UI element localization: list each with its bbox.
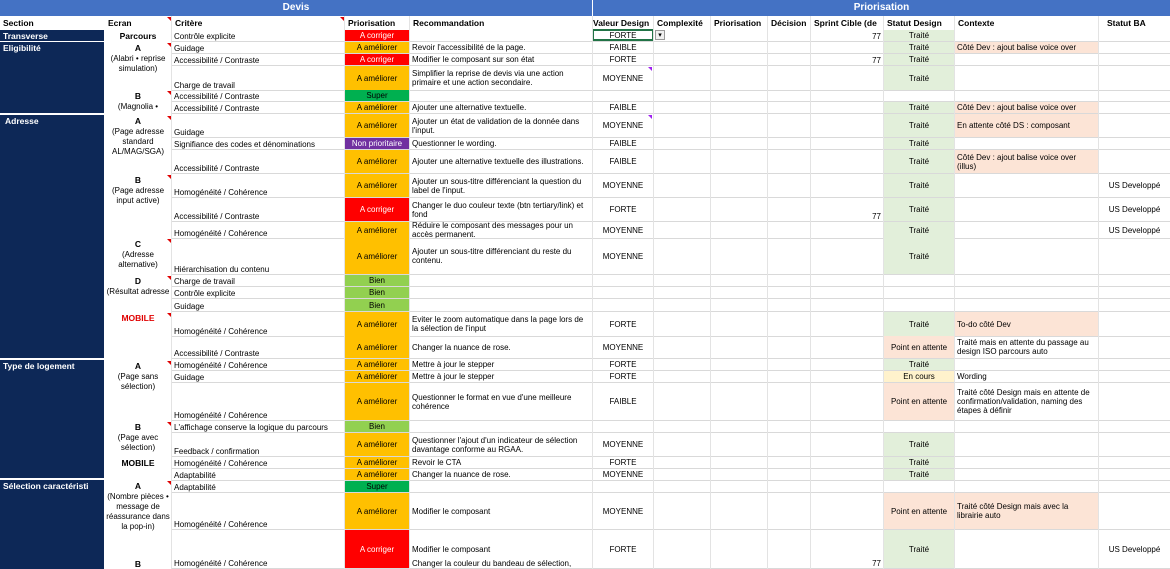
valeur-design-cell[interactable]: FORTE — [609, 544, 637, 554]
critere-cell[interactable]: Contrôle explicite — [174, 289, 236, 298]
valeur-design-cell[interactable]: FAIBLE — [609, 103, 637, 112]
priorisation-cell[interactable]: A corriger — [345, 530, 409, 568]
critere-cell[interactable]: Charge de travail — [174, 277, 235, 286]
priorisation-cell[interactable]: Bien — [345, 299, 409, 311]
valeur-design-cell[interactable]: MOYENNE — [602, 251, 644, 261]
comment-flag-icon[interactable] — [167, 175, 171, 179]
recommandation-cell[interactable]: Ajouter une alternative textuelle. — [412, 103, 527, 112]
screen-subtitle: (Page adresse standard AL/MAG/SGA) — [111, 127, 165, 156]
comment-flag-icon[interactable] — [167, 481, 171, 485]
statut-design-cell[interactable]: Point en attente — [884, 336, 954, 358]
statut-design-cell[interactable]: En cours — [884, 371, 954, 382]
critere-cell[interactable]: Homogénéité / Cohérence — [174, 520, 268, 529]
chevron-down-icon[interactable]: ▾ — [655, 30, 665, 40]
valeur-design-cell[interactable]: FORTE — [609, 372, 637, 381]
priorisation-cell[interactable]: Bien — [345, 287, 409, 298]
critere-cell[interactable]: Accessibilité / Contraste — [174, 104, 260, 113]
screen-logement-mobile[interactable] — [105, 457, 171, 477]
priorisation-cell[interactable]: A améliorer — [345, 222, 409, 238]
screen-subtitle: (Résultat adresse — [106, 287, 170, 296]
statut-ba-cell[interactable]: US Developpé — [1108, 225, 1161, 235]
critere-cell[interactable]: Homogénéité / Cohérence — [174, 411, 268, 420]
header-valeur-design[interactable]: Valeur Design — [593, 18, 650, 28]
header-contexte[interactable]: Contexte — [958, 18, 995, 28]
valeur-design-cell[interactable]: MOYENNE — [602, 506, 644, 516]
contexte-cell[interactable]: Traité mais en attente du passage au design ISO parcours auto — [957, 338, 1089, 356]
statut-design-cell[interactable]: Traité — [884, 359, 954, 370]
priorisation-cell[interactable]: A corriger — [345, 198, 409, 221]
recommandation-cell[interactable]: Revoir le CTA — [412, 458, 462, 467]
priorisation-cell[interactable]: A améliorer — [345, 238, 409, 274]
comment-flag-icon[interactable] — [167, 17, 171, 21]
valeur-design-cell[interactable]: FORTE — [609, 31, 637, 40]
recommandation-cell[interactable]: Simplifier la reprise de devis via une action primaire et une action secondaire. — [412, 69, 564, 87]
header-recommandation[interactable]: Recommandation — [413, 18, 485, 28]
comment-flag-icon[interactable] — [648, 67, 652, 71]
screen-title: A — [134, 43, 142, 53]
comment-flag-icon[interactable] — [340, 17, 344, 21]
screen-title: B — [134, 175, 142, 185]
recommandation-cell[interactable]: Modifier le composant — [412, 506, 491, 516]
statut-ba-cell[interactable]: US Developpé — [1108, 181, 1161, 190]
comment-flag-icon[interactable] — [167, 313, 171, 317]
statut-ba-cell[interactable]: US Developpé — [1108, 544, 1161, 554]
statut-design-cell[interactable]: Traité — [884, 174, 954, 197]
valeur-design-cell[interactable]: FORTE — [609, 458, 637, 467]
screen-caracteristiques-a[interactable] — [105, 480, 171, 558]
critere-cell[interactable]: Guidage — [174, 44, 205, 53]
critere-cell[interactable]: Homogénéité / Cohérence — [174, 459, 268, 468]
priorisation-cell[interactable]: A améliorer — [345, 312, 409, 336]
recommandation-cell[interactable]: Questionner l'ajout d'un indicateur de sélection davantage conforme au RGAA. — [412, 435, 578, 454]
statut-design-cell[interactable]: Traité — [884, 457, 954, 468]
critere-cell[interactable]: Homogénéité / Cohérence — [174, 229, 268, 238]
statut-design-cell[interactable]: Traité — [884, 469, 954, 480]
screen-title: B — [134, 91, 142, 101]
priorisation-cell[interactable]: A améliorer — [345, 359, 409, 370]
critere-cell[interactable]: Signifiance des codes et dénominations — [174, 140, 315, 149]
screen-subtitle: (Page adresse input active) — [111, 186, 165, 205]
valeur-design-cell[interactable]: FORTE — [609, 360, 637, 369]
critere-cell[interactable]: Guidage — [174, 373, 205, 382]
recommandation-cell[interactable]: Revoir l'accessibilité de la page. — [412, 43, 526, 52]
contexte-cell[interactable]: Traité côté Design mais avec la librairie auto — [955, 493, 1098, 529]
recommandation-cell[interactable]: Questionner le format en vue d'une meilleure cohérence — [412, 392, 572, 411]
valeur-design-cell[interactable]: MOYENNE — [602, 73, 644, 83]
section-transverse[interactable]: Transverse — [0, 30, 104, 41]
contexte-cell[interactable]: Wording — [957, 372, 987, 381]
comment-flag-icon[interactable] — [167, 91, 171, 95]
critere-cell[interactable]: Contrôle explicite — [174, 32, 236, 41]
screen-subtitle: (Nombre pièces • message de réassurance dans la pop-in) — [106, 492, 170, 531]
priorisation-cell[interactable]: A améliorer — [345, 433, 409, 456]
valeur-design-cell[interactable]: MOYENNE — [602, 440, 644, 449]
priorisation-cell[interactable]: A améliorer — [345, 493, 409, 529]
statut-design-cell[interactable]: Traité — [884, 198, 954, 221]
sprint-cible-cell[interactable]: 77 — [872, 56, 881, 65]
recommandation-cell[interactable]: Modifier le composant — [412, 544, 491, 554]
recommandation-cell[interactable]: Ajouter une alternative textuelle des illustrations. — [412, 157, 584, 166]
statut-design-cell[interactable]: Traité — [884, 42, 954, 53]
screen-eligibilite-b[interactable] — [105, 90, 171, 114]
screen-subtitle: (Page sans sélection) — [117, 372, 159, 391]
recommandation-cell[interactable]: Mettre à jour le stepper — [412, 360, 495, 369]
header-complexite[interactable]: Complexité — [657, 18, 703, 28]
sprint-cible-cell[interactable]: 77 — [872, 32, 881, 41]
priorisation-cell[interactable]: A améliorer — [345, 336, 409, 358]
priorisation-cell[interactable]: Non prioritaire — [345, 138, 409, 149]
screen-adresse-d[interactable] — [105, 275, 171, 311]
critere-cell[interactable]: Accessibilité / Contraste — [174, 212, 260, 221]
contexte-cell[interactable]: Côté Dev : ajout balise voice over (illus) — [955, 150, 1098, 173]
comment-flag-icon[interactable] — [167, 422, 171, 426]
section-selection-caracteristiques[interactable]: Sélection caractéristi — [0, 480, 104, 569]
valeur-design-cell[interactable]: FAIBLE — [609, 397, 637, 406]
section-adresse[interactable]: Adresse — [0, 115, 104, 358]
critere-cell[interactable] — [172, 558, 344, 569]
screen-title: D — [134, 276, 142, 286]
valeur-design-cell[interactable]: MOYENNE — [602, 225, 644, 235]
contexte-cell[interactable]: En attente côté DS : composant — [955, 114, 1098, 137]
critere-cell[interactable]: Adaptabilité — [174, 483, 216, 492]
priorisation-cell[interactable]: Super — [345, 481, 409, 492]
header-section[interactable]: Section — [3, 18, 34, 28]
recommandation-cell[interactable]: Ajouter un sous-titre différenciant du reste du contenu. — [412, 247, 572, 265]
statut-ba-cell[interactable]: US Developpé — [1108, 205, 1161, 214]
header-priorisation-2[interactable]: Priorisation — [714, 18, 762, 28]
screen-adresse-b[interactable] — [105, 174, 171, 237]
statut-design-cell[interactable]: Traité — [884, 312, 954, 336]
critere-cell[interactable]: Charge de travail — [174, 81, 235, 90]
priorisation-cell[interactable]: Super — [345, 90, 409, 101]
screen-title: A — [134, 361, 142, 371]
priorisation-cell[interactable]: A corriger — [345, 54, 409, 65]
sprint-cible-cell[interactable]: 77 — [872, 212, 881, 221]
valeur-design-cell[interactable]: FORTE — [609, 55, 637, 64]
valeur-design-cell[interactable]: FAIBLE — [609, 157, 637, 166]
comment-flag-icon[interactable] — [648, 115, 652, 119]
statut-design-cell[interactable]: Traité — [884, 150, 954, 173]
priorisation-cell[interactable]: Bien — [345, 421, 409, 432]
recommandation-cell[interactable]: Mettre à jour le stepper — [412, 372, 495, 381]
critere-cell[interactable]: Accessibilité / Contraste — [174, 92, 260, 101]
comment-flag-icon[interactable] — [167, 239, 171, 243]
screen-title: A — [134, 116, 142, 126]
section-eligibilite[interactable]: Eligibilité — [0, 42, 104, 113]
recommandation-cell[interactable]: Modifier le composant sur son état — [412, 55, 535, 64]
critere-cell[interactable]: Adaptabilité — [174, 471, 216, 480]
priorisation-cell[interactable]: A améliorer — [345, 66, 409, 90]
priorisation-cell[interactable]: A améliorer — [345, 383, 409, 420]
contexte-cell[interactable]: Traité côté Design mais en attente de confirmation/validation, naming des étapes à définir — [957, 388, 1090, 415]
recommandation-cell[interactable]: Changer la nuance de rose. — [412, 342, 511, 352]
screen-subtitle: (Alabri • reprise simulation) — [110, 54, 166, 73]
screen-subtitle: (Magnolia • — [117, 102, 159, 111]
screen-eligibilite-a[interactable] — [105, 42, 171, 90]
valeur-design-cell[interactable]: MOYENNE — [602, 121, 644, 130]
band-priorisation: Priorisation — [593, 0, 1170, 16]
recommandation-cell[interactable]: Changer la couleur du bandeau de sélection, — [412, 559, 572, 568]
priorisation-cell[interactable]: A améliorer — [345, 469, 409, 480]
critere-cell[interactable]: Feedback / confirmation — [174, 447, 260, 456]
valeur-design-cell[interactable]: FAIBLE — [609, 139, 637, 148]
valeur-design-cell[interactable]: FAIBLE — [609, 43, 637, 52]
valeur-design-cell[interactable]: MOYENNE — [602, 470, 644, 479]
recommandation-cell[interactable]: Eviter le zoom automatique dans la page lors de la sélection de l'input — [412, 315, 584, 333]
comment-flag-icon[interactable] — [167, 116, 171, 120]
contexte-cell[interactable]: To-do côté Dev — [955, 312, 1098, 336]
priorisation-cell[interactable]: Bien — [345, 275, 409, 286]
recommandation-cell[interactable]: Ajouter un état de validation de la donnée dans l'input. — [412, 116, 580, 135]
header-statut-ba[interactable]: Statut BA — [1107, 18, 1146, 28]
statut-design-cell[interactable]: Traité — [884, 238, 954, 274]
header-statut-design[interactable]: Statut Design — [887, 18, 942, 28]
screen-title: Parcours — [119, 31, 157, 41]
statut-design-cell[interactable]: Traité — [884, 30, 954, 41]
statut-design-cell[interactable]: Traité — [884, 102, 954, 113]
critere-cell[interactable]: Accessibilité / Contraste — [174, 349, 260, 358]
critere-cell[interactable]: Homogénéité / Cohérence — [174, 361, 268, 370]
screen-title: MOBILE — [121, 313, 155, 323]
recommandation-cell[interactable]: Changer le duo couleur texte (btn tertiary/link) et fond — [412, 200, 584, 219]
comment-flag-icon[interactable] — [167, 43, 171, 47]
statut-design-cell[interactable]: Traité — [884, 66, 954, 90]
statut-design-cell[interactable]: Point en attente — [884, 493, 954, 529]
statut-design-cell[interactable]: Point en attente — [884, 383, 954, 420]
recommandation-cell[interactable]: Questionner le wording. — [412, 139, 497, 148]
screen-subtitle: (Adresse alternative) — [118, 250, 158, 269]
header-critere[interactable]: Critère — [175, 18, 203, 28]
header-priorisation[interactable]: Priorisation — [348, 18, 396, 28]
screen-title: B — [134, 559, 142, 569]
valeur-design-cell[interactable]: MOYENNE — [602, 181, 644, 190]
statut-design-cell[interactable]: Traité — [884, 433, 954, 456]
statut-design-cell[interactable]: Traité — [884, 530, 954, 568]
screen-adresse-c[interactable] — [105, 238, 171, 274]
critere-cell[interactable]: Accessibilité / Contraste — [174, 56, 260, 65]
critere-cell[interactable]: Accessibilité / Contraste — [174, 164, 260, 173]
screen-adresse-a[interactable] — [105, 115, 171, 173]
contexte-cell[interactable]: Côté Dev : ajout balise voice over — [955, 102, 1098, 113]
priorisation-cell[interactable]: A améliorer — [345, 42, 409, 53]
header-decision[interactable]: Décision — [771, 18, 807, 28]
critere-cell[interactable]: Homogénéité / Cohérence — [174, 327, 268, 336]
critere-cell[interactable]: Guidage — [174, 302, 205, 311]
critere-cell[interactable]: Guidage — [174, 128, 205, 137]
band-devis: Devis — [0, 0, 592, 16]
recommandation-cell[interactable]: Changer la nuance de rose. — [412, 470, 511, 479]
priorisation-cell[interactable]: A améliorer — [345, 114, 409, 137]
critere-cell[interactable]: Homogénéité / Cohérence — [174, 559, 268, 568]
screen-subtitle: (Page avec sélection) — [117, 433, 159, 452]
statut-design-cell[interactable]: Traité — [884, 54, 954, 65]
screen-adresse-mobile[interactable] — [105, 312, 171, 358]
priorisation-cell[interactable]: A améliorer — [345, 457, 409, 468]
priorisation-cell[interactable]: A améliorer — [345, 371, 409, 382]
section-type-de-logement[interactable]: Type de logement — [0, 360, 104, 478]
recommandation-cell[interactable]: Ajouter un sous-titre différenciant la question du label de l'input. — [412, 176, 582, 195]
priorisation-cell[interactable]: A corriger — [345, 30, 409, 41]
valeur-design-cell[interactable]: MOYENNE — [602, 342, 644, 352]
priorisation-cell[interactable]: A améliorer — [345, 102, 409, 113]
screen-logement-a[interactable] — [105, 360, 171, 420]
statut-design-cell[interactable]: Traité — [884, 114, 954, 137]
comment-flag-icon[interactable] — [167, 276, 171, 280]
header-ecran[interactable]: Ecran — [108, 18, 132, 28]
critere-cell[interactable]: Homogénéité / Cohérence — [174, 188, 268, 197]
screen-caracteristiques-b[interactable] — [105, 558, 171, 569]
screen-title: A — [134, 481, 142, 491]
screen-title: C — [134, 239, 142, 249]
statut-design-cell[interactable]: Traité — [884, 138, 954, 149]
screen-title: B — [134, 422, 142, 432]
comment-flag-icon[interactable] — [167, 361, 171, 365]
screen-logement-b[interactable] — [105, 421, 171, 456]
recommandation-cell[interactable]: Réduire le composant des messages pour un accès permanent. — [412, 222, 573, 238]
header-sprint-cible[interactable]: Sprint Cible (de — [814, 18, 877, 28]
statut-design-cell[interactable]: Traité — [884, 222, 954, 238]
valeur-design-cell[interactable]: FORTE — [609, 205, 637, 214]
screen-title: MOBILE — [121, 458, 155, 468]
critere-cell[interactable]: L'affichage conserve la logique du parcours — [174, 423, 328, 432]
critere-cell[interactable]: Hiérarchisation du contenu — [174, 265, 270, 274]
valeur-design-cell[interactable]: FORTE — [609, 319, 637, 329]
sprint-cible-cell[interactable]: 77 — [872, 559, 881, 568]
priorisation-cell[interactable]: A améliorer — [345, 174, 409, 197]
contexte-cell[interactable]: Côté Dev : ajout balise voice over — [955, 42, 1098, 53]
priorisation-cell[interactable]: A améliorer — [345, 150, 409, 173]
screen-parcours[interactable] — [105, 30, 171, 41]
